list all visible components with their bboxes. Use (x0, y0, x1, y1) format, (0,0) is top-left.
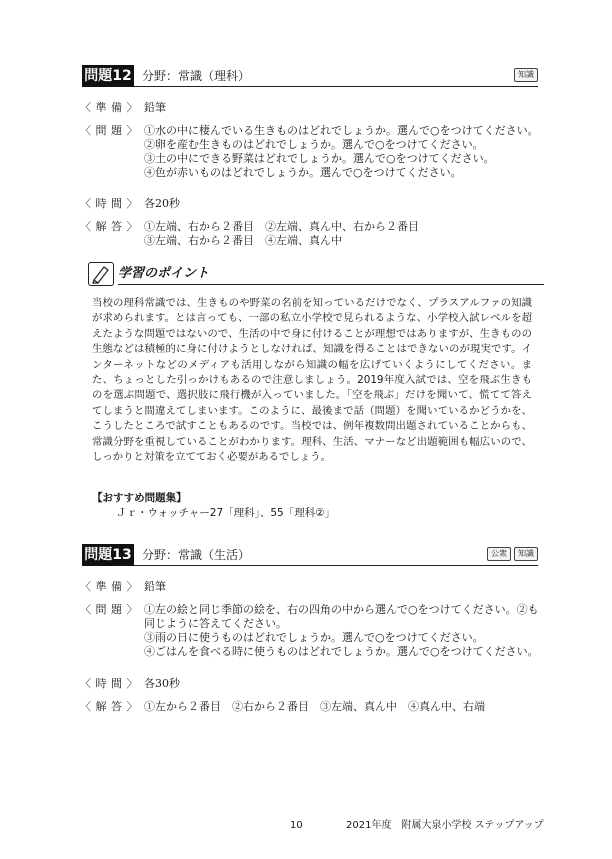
q13-tag-knowledge: 知識 (514, 547, 538, 561)
q13-prep-label: 〈 準 備 〉 (80, 580, 138, 593)
q13-question-1: ①左の絵と同じ季節の絵を、右の四角の中から選んで○をつけてください。②も同じように答えてください。 (144, 603, 539, 630)
q12-badge: 問題12 (82, 65, 134, 87)
q12-question-2: ②卵を産む生きものはどれでしょうか。選んで○をつけてください。 (144, 138, 484, 151)
q13-time-label: 〈 時 間 〉 (80, 677, 138, 690)
q12-time-value: 各20秒 (144, 197, 180, 210)
footer-title: 2021年度 附属大泉小学校 ステップアップ (346, 820, 544, 831)
q12-prep-value: 鉛筆 (144, 101, 166, 114)
q13-time-value: 各30秒 (144, 677, 180, 690)
q12-time-label: 〈 時 間 〉 (80, 197, 138, 210)
page-footer (290, 820, 544, 832)
q13-question-3: ④ごはんを食べる時に使うものはどれでしょうか。選んで○をつけてください。 (144, 645, 539, 658)
learning-point-header (88, 262, 544, 286)
q12-question-label: 〈 問 題 〉 (80, 124, 138, 137)
q12-header (82, 65, 538, 87)
recommended-title: 【おすすめ問題集】 (92, 492, 187, 504)
q13-answer-list (144, 700, 544, 714)
q13-header (82, 544, 538, 566)
q12-tag-knowledge: 知識 (514, 68, 538, 82)
q13-badge: 問題13 (82, 544, 134, 566)
q13-tag-public: 公衆 (487, 547, 511, 561)
q12-answer-2: ③左端、右から２番目 ④左端、真ん中 (144, 234, 342, 247)
q12-question-1: ①水の中に棲んでいる生きものはどれでしょうか。選んで○をつけてください。 (144, 124, 539, 137)
learning-point-body: 当校の理科常識では、生きものや野菜の名前を知っているだけでなく、プラスアルファの知識が求められます。とは言っても、一部の私立小学校で見られるような、小学校入試レベルを超えたような問題ではないので、生活の中で身に付けることが理想ではありますが、生きものの生態などは積極的に身に付けようとしなければ、知識を得ることはできないのが現実です。インターネットなどのメディアも活用しながら知識の幅を広げていくようにしてください。また、ちょっとした引っかけもあるので注意しましょう。2019年度入試では、空を飛ぶ生きものを選ぶ問題で、選択肢に飛行機が入っていました。「空を飛ぶ」だけを聞いて、慌てて答えてしまうと間違えてしまいます。このように、最後まで話（問題）を聞いているかどうかを、こうしたところで試すこともあるのです。当校では、例年複数問出題されていることからも、常識分野を重視していることがわかります。理科、生活、マナーなど出題範囲も幅広いので、しっかりと対策を立てておく必要があるでしょう。 (92, 297, 532, 464)
q13-question-list (144, 603, 544, 659)
q12-question-4: ④色が赤いものはどれでしょうか。選んで○をつけてください。 (144, 166, 462, 179)
q12-field: 分野：常識（理科） (142, 69, 251, 83)
q12-question-list (144, 124, 544, 180)
pencil-icon (88, 262, 114, 286)
q12-tags (514, 68, 538, 82)
q12-answer-label: 〈 解 答 〉 (80, 220, 138, 233)
q13-answer-1: ①左から２番目 ②右から２番目 ③左端、真ん中 ④真ん中、右端 (144, 700, 485, 713)
q12-answer-list (144, 220, 544, 248)
learning-point-divider (118, 284, 544, 285)
q13-field: 分野：常識（生活） (142, 548, 251, 562)
page-number: 10 (290, 820, 303, 831)
recommended-item: Ｊｒ・ウォッチャー27「理科」、55「理科②」 (116, 507, 336, 519)
q13-answer-label: 〈 解 答 〉 (80, 700, 138, 713)
q13-question-2: ③雨の日に使うものはどれでしょうか。選んで○をつけてください。 (144, 631, 484, 644)
q12-answer-1: ①左端、右から２番目 ②左端、真ん中、右から２番目 (144, 220, 419, 233)
q12-question-3: ③土の中にできる野菜はどれでしょうか。選んで○をつけてください。 (144, 152, 495, 165)
q12-prep-label: 〈 準 備 〉 (80, 101, 138, 114)
q13-prep-value: 鉛筆 (144, 580, 166, 593)
q13-question-label: 〈 問 題 〉 (80, 603, 138, 616)
q13-tags (487, 547, 538, 561)
learning-point-title: 学習のポイント (118, 266, 210, 281)
